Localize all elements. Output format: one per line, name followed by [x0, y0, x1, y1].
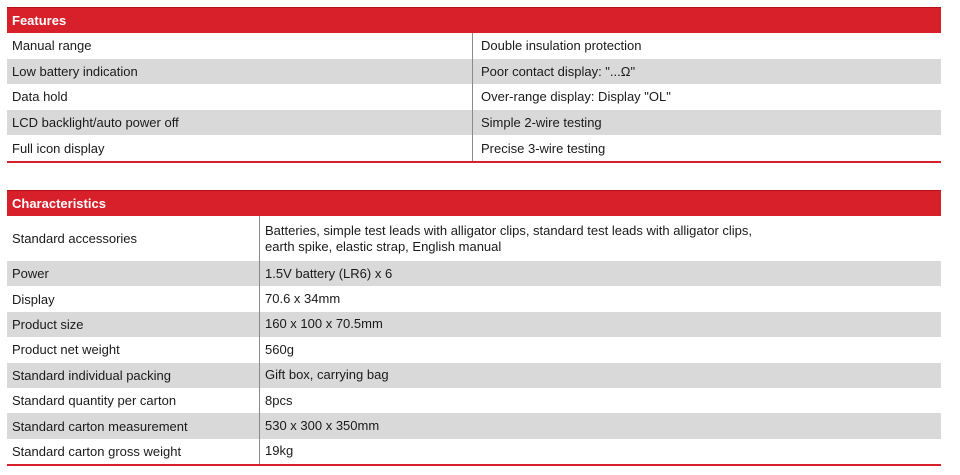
table-row: [7, 388, 941, 413]
characteristics-table: [7, 190, 941, 466]
table-row: [7, 59, 941, 85]
characteristic-value: 560g: [265, 341, 294, 357]
characteristic-value: 19kg: [265, 443, 294, 459]
features-header: Features: [7, 7, 941, 33]
feature-right-cell: Poor contact display: "...Ω": [481, 63, 636, 79]
characteristic-value: [260, 216, 941, 261]
characteristic-value: 70.6 x 34mm: [265, 291, 341, 307]
characteristic-label: Display: [7, 286, 260, 311]
table-row: [7, 33, 941, 59]
characteristic-value: 530 x 300 x 350mm: [265, 418, 380, 434]
feature-right-cell: Double insulation protection: [481, 38, 642, 54]
table-row: [7, 413, 941, 438]
characteristic-label: Standard accessories: [7, 216, 260, 261]
table-row: [7, 439, 941, 464]
table-row: [7, 312, 941, 337]
table-bottom-rule: [7, 161, 941, 163]
table-row: [7, 286, 941, 311]
characteristic-value: Gift box, carrying bag: [265, 367, 389, 383]
characteristic-label: Product size: [7, 312, 260, 337]
feature-left-cell: Low battery indication: [7, 59, 473, 85]
table-row: [7, 363, 941, 388]
characteristics-header: Characteristics: [7, 190, 941, 216]
features-table: [7, 7, 941, 163]
characteristic-label: Standard quantity per carton: [7, 388, 260, 413]
table-row: [7, 261, 941, 286]
characteristic-value: 160 x 100 x 70.5mm: [265, 316, 383, 332]
characteristic-label: Power: [7, 261, 260, 286]
feature-left-cell: Manual range: [7, 33, 473, 59]
characteristic-label: Standard carton measurement: [7, 413, 260, 438]
table-row: [7, 84, 941, 110]
table-row: [7, 337, 941, 362]
characteristic-value: 8pcs: [265, 392, 293, 408]
feature-right-cell: Over-range display: Display "OL": [481, 89, 671, 105]
feature-right-cell: Simple 2-wire testing: [481, 115, 602, 131]
table-row: [7, 110, 941, 136]
characteristic-value: 1.5V battery (LR6) x 6: [265, 265, 393, 281]
characteristic-label: Product net weight: [7, 337, 260, 362]
feature-left-cell: LCD backlight/auto power off: [7, 110, 473, 136]
table-row: [7, 135, 941, 161]
feature-left-cell: Data hold: [7, 84, 473, 110]
feature-left-cell: Full icon display: [7, 135, 473, 161]
table-row: [7, 216, 941, 261]
value-line: earth spike, elastic strap, English manual: [265, 238, 502, 254]
characteristic-label: Standard carton gross weight: [7, 439, 260, 464]
characteristic-label: Standard individual packing: [7, 363, 260, 388]
table-bottom-rule: [7, 464, 941, 466]
feature-right-cell: Precise 3-wire testing: [481, 140, 606, 156]
value-line: Batteries, simple test leads with alligator clips, standard test leads with alligator clips,: [265, 222, 752, 238]
